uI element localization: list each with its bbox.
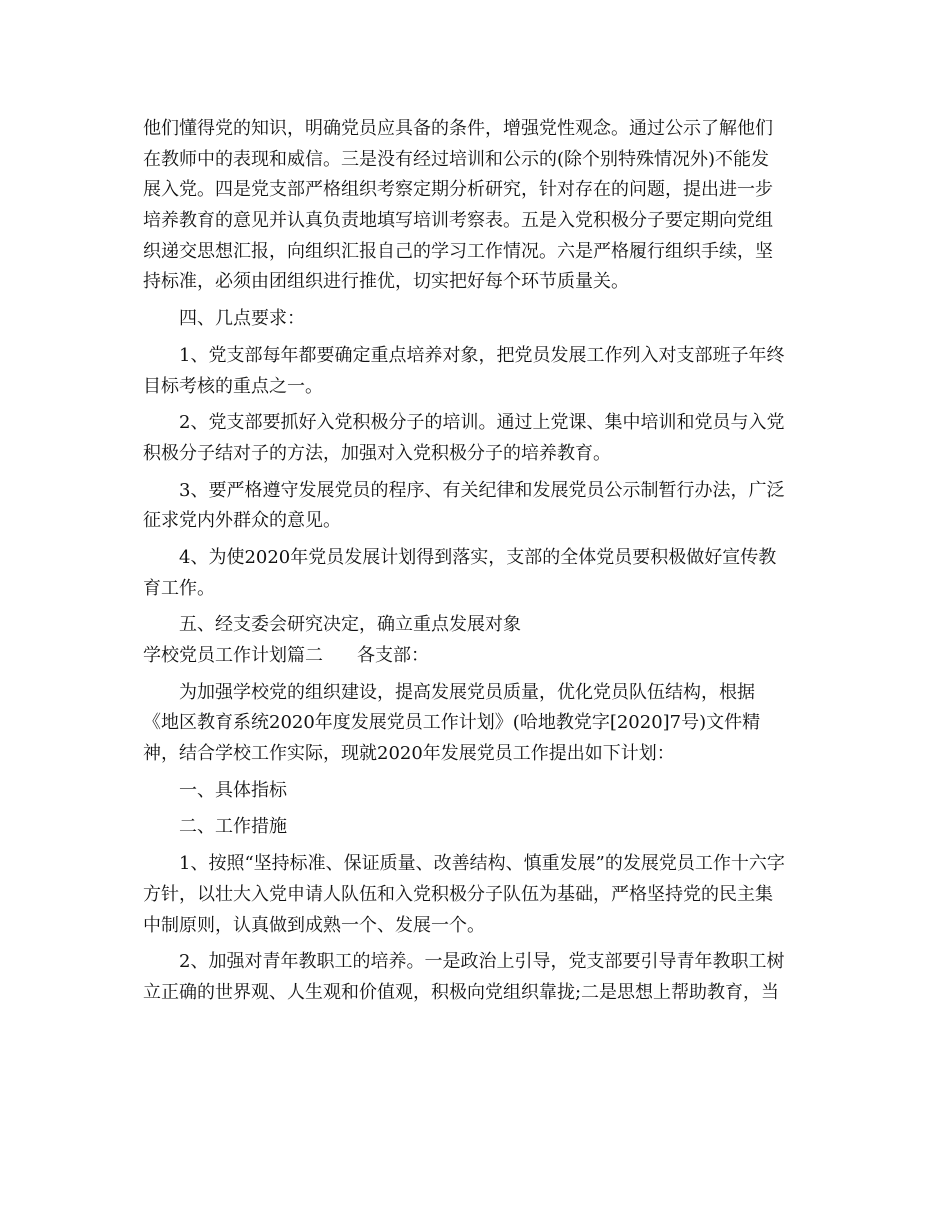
article-title: 学校党员工作计划篇二	[143, 645, 323, 666]
text-line: 《地区教育系统2020年度发展党员工作计划》(哈地教党字[2020]7号)文件精	[143, 712, 761, 734]
text-line: 神，结合学校工作实际，现就2020年发展党员工作提出如下计划：	[143, 743, 675, 765]
salutation: 各支部：	[357, 645, 429, 666]
article-title-line	[143, 641, 807, 672]
requirement-1	[143, 341, 807, 402]
text-line: 织递交思想汇报，向组织汇报自己的学习工作情况。六是严格履行组织手续，坚	[143, 240, 773, 262]
intro-paragraph	[143, 678, 807, 770]
paragraph-continuation	[143, 114, 807, 298]
heading-specific-targets: 一、具体指标	[179, 779, 287, 801]
text-line: 3、要严格遵守发展党员的程序、有关纪律和发展党员公示制暂行办法，广泛	[179, 479, 785, 501]
measure-2	[143, 947, 807, 1008]
text-line: 征求党内外群众的意见。	[143, 510, 341, 532]
text-line: 积极分子结对子的方法，加强对入党积极分子的培养教育。	[143, 442, 611, 464]
text-line: 为加强学校党的组织建设，提高发展党员质量，优化党员队伍结构，根据	[179, 681, 755, 703]
measure-1	[143, 849, 807, 941]
text-line: 2、党支部要抓好入党积极分子的培训。通过上党课、集中培训和党员与入党	[179, 412, 785, 434]
text-line: 1、党支部每年都要确定重点培养对象，把党员发展工作列入对支部班子年终	[179, 344, 785, 366]
text-line: 在教师中的表现和威信。三是没有经过培训和公示的(除个别特殊情况外)不能发	[143, 148, 770, 170]
requirement-2	[143, 408, 807, 469]
text-line: 育工作。	[143, 577, 215, 599]
text-line: 培养教育的意见并认真负责地填写培训考察表。五是入党积极分子要定期向党组	[143, 210, 773, 232]
text-line: 持标准，必须由团组织进行推优，切实把好每个环节质量关。	[143, 271, 629, 293]
text-line: 1、按照“坚持标准、保证质量、改善结构、慎重发展”的发展党员工作十六字	[179, 853, 785, 875]
text-line: 他们懂得党的知识，明确党员应具备的条件，增强党性观念。通过公示了解他们	[143, 118, 773, 139]
document-body	[143, 114, 807, 1009]
text-line: 中制原则，认真做到成熟一个、发展一个。	[143, 914, 485, 936]
heading-work-measures: 二、工作措施	[179, 816, 287, 838]
requirement-4	[143, 543, 807, 604]
text-line: 方针，以壮大入党申请人队伍和入党积极分子队伍为基础，严格坚持党的民主集	[143, 883, 773, 905]
requirement-3	[143, 476, 807, 537]
section-heading-key-targets: 五、经支委会研究决定，确立重点发展对象	[179, 614, 521, 636]
text-line: 目标考核的重点之一。	[143, 375, 323, 397]
text-line: 4、为使2020年党员发展计划得到落实，支部的全体党员要积极做好宣传教	[179, 546, 777, 568]
section-heading-requirements: 四、几点要求：	[179, 308, 305, 330]
text-line: 立正确的世界观、人生观和价值观，积极向党组织靠拢;二是思想上帮助教育，当	[143, 981, 780, 1003]
text-line: 2、加强对青年教职工的培养。一是政治上引导，党支部要引导青年教职工树	[179, 951, 785, 973]
text-line: 展入党。四是党支部严格组织考察定期分析研究，针对存在的问题，提出进一步	[143, 179, 773, 201]
